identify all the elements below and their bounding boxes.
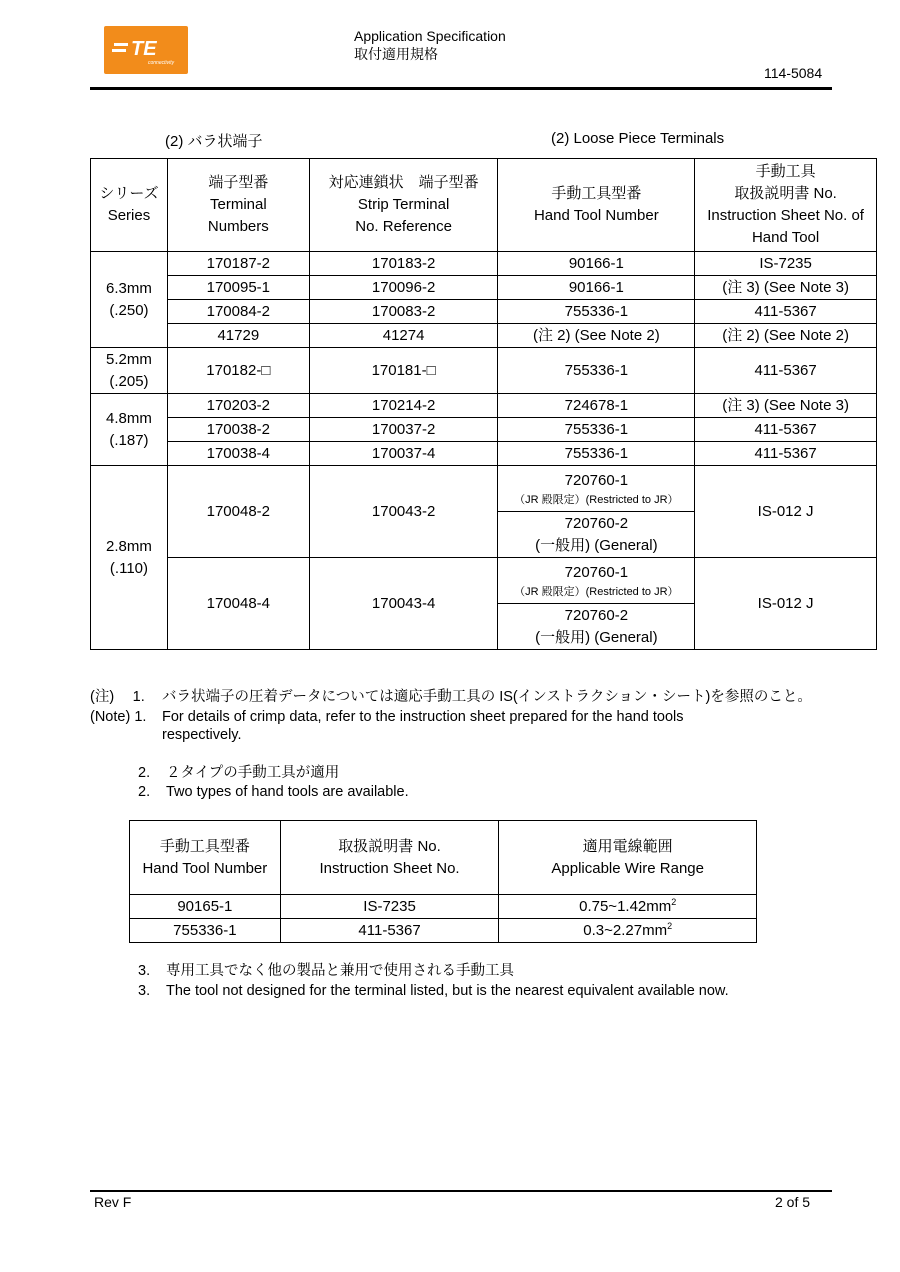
tool-cell: 720760-2 (一般用) (General)	[498, 604, 695, 650]
terminal-cell: 170048-2	[167, 466, 309, 558]
table-row	[91, 324, 877, 348]
title-jp: 取付適用規格	[354, 46, 438, 62]
terminal-cell: 170203-2	[167, 394, 309, 418]
terminal-cell: 170187-2	[167, 252, 309, 276]
header-instruction-sheet: 手動工具 取扱説明書 No. Instruction Sheet No. of Hand Tool	[695, 159, 877, 252]
terminal-cell: 170038-2	[167, 418, 309, 442]
page-number: 2 of 5	[775, 1194, 811, 1210]
strip-cell: 170183-2	[309, 252, 498, 276]
strip-cell: 170214-2	[309, 394, 498, 418]
terminal-cell: 170048-4	[167, 558, 309, 650]
tool-cell: 755336-1	[498, 418, 695, 442]
tool-cell: 720760-1 （JR 殿限定）(Restricted to JR）	[498, 466, 695, 512]
terminal-cell: 41729	[167, 324, 309, 348]
series-cell: 4.8mm (.187)	[91, 394, 168, 466]
strip-cell: 170181-□	[309, 348, 498, 394]
tool-cell: 755336-1	[498, 348, 695, 394]
sheet-cell: IS-7235	[695, 252, 877, 276]
sheet-cell: IS-012 J	[695, 466, 877, 558]
header-hand-tool: 手動工具型番 Hand Tool Number	[498, 159, 695, 252]
sheet-cell: 411-5367	[695, 442, 877, 466]
sheet-cell: (注 2) (See Note 2)	[695, 324, 877, 348]
table-row	[91, 466, 877, 512]
header-series: シリーズ Series	[91, 159, 168, 252]
terminal-table	[90, 158, 877, 650]
header-rule	[90, 87, 832, 90]
header-hand-tool-number: 手動工具型番 Hand Tool Number	[130, 821, 281, 895]
table-row	[91, 394, 877, 418]
strip-cell: 170037-2	[309, 418, 498, 442]
note-1-en: (Note) 1. For details of crimp data, refer to the instruction sheet prepared for the hand tools	[90, 709, 684, 725]
tool-cell: 720760-1 （JR 殿限定）(Restricted to JR）	[498, 558, 695, 604]
tool-cell: 90165-1	[130, 895, 281, 919]
section-heading-en: (2) Loose Piece Terminals	[551, 130, 725, 147]
note-1-jp: (注) 1. バラ状端子の圧着データについては適応手動工具の IS(インストラクション・シート)を参照のこと。	[90, 689, 812, 705]
sheet-cell: IS-012 J	[695, 558, 877, 650]
hand-tool-table	[129, 820, 757, 943]
table-row	[91, 348, 877, 394]
series-cell: 2.8mm (.110)	[91, 466, 168, 650]
tool-table-header-row	[130, 821, 757, 895]
table-row	[91, 300, 877, 324]
strip-cell: 170043-2	[309, 466, 498, 558]
header-instruction-sheet-no: 取扱説明書 No. Instruction Sheet No.	[280, 821, 499, 895]
note-2-en: 2. Two types of hand tools are available.	[138, 784, 409, 800]
note-3-en: 3. The tool not designed for the terminal listed, but is the nearest equivalent available now.	[138, 983, 729, 999]
revision: Rev F	[94, 1194, 132, 1210]
table-row	[130, 895, 757, 919]
terminal-cell: 170084-2	[167, 300, 309, 324]
table-row	[91, 558, 877, 604]
strip-cell: 41274	[309, 324, 498, 348]
sheet-cell: 411-5367	[695, 348, 877, 394]
sheet-cell: (注 3) (See Note 3)	[695, 394, 877, 418]
tool-cell: 755336-1	[498, 442, 695, 466]
range-cell: $0.75\sim 1.42mm^2$	[499, 895, 757, 919]
strip-cell: 170083-2	[309, 300, 498, 324]
strip-cell: 170096-2	[309, 276, 498, 300]
document-number: 114-5084	[764, 65, 823, 81]
header-strip-terminal: 対応連鎖状 端子型番 Strip Terminal No. Reference	[309, 159, 498, 252]
table-row	[91, 442, 877, 466]
header-wire-range: 適用電線範囲 Applicable Wire Range	[499, 821, 757, 895]
tool-cell: (注 2) (See Note 2)	[498, 324, 695, 348]
header-terminal: 端子型番 Terminal Numbers	[167, 159, 309, 252]
footer-rule	[90, 1190, 832, 1192]
series-cell: 6.3mm (.250)	[91, 252, 168, 348]
range-cell: $0.3\sim 2.27mm^2$	[499, 919, 757, 943]
terminal-cell: 170095-1	[167, 276, 309, 300]
table-row	[91, 276, 877, 300]
tool-cell: 90166-1	[498, 276, 695, 300]
series-cell: 5.2mm (.205)	[91, 348, 168, 394]
strip-cell: 170043-4	[309, 558, 498, 650]
table-row	[91, 418, 877, 442]
tool-cell: 720760-2 (一般用) (General)	[498, 512, 695, 558]
section-heading-jp: (2) バラ状端子	[165, 133, 263, 150]
table-header-row	[91, 159, 877, 252]
sheet-cell: IS-7235	[280, 895, 499, 919]
terminal-cell: 170182-□	[167, 348, 309, 394]
tool-cell: 755336-1	[130, 919, 281, 943]
terminal-cell: 170038-4	[167, 442, 309, 466]
note-3-jp: 3. 専用工具でなく他の製品と兼用で使用される手動工具	[138, 963, 514, 979]
te-logo-mark	[104, 26, 188, 74]
strip-cell: 170037-4	[309, 442, 498, 466]
sheet-cell: 411-5367	[280, 919, 499, 943]
te-logo	[104, 26, 188, 74]
sheet-cell: 411-5367	[695, 300, 877, 324]
tool-cell: 724678-1	[498, 394, 695, 418]
sheet-cell: 411-5367	[695, 418, 877, 442]
table-row	[130, 919, 757, 943]
logo-text: TE	[131, 38, 157, 60]
sheet-cell: (注 3) (See Note 3)	[695, 276, 877, 300]
title-en: Application Specification	[354, 28, 506, 44]
logo-subtext: connectivity	[148, 60, 175, 66]
document-title	[354, 27, 506, 63]
tool-cell: 90166-1	[498, 252, 695, 276]
tool-cell: 755336-1	[498, 300, 695, 324]
note-1-en-cont: respectively.	[162, 727, 242, 743]
note-2-jp: 2. ２タイプの手動工具が適用	[138, 765, 340, 781]
table-row	[91, 252, 877, 276]
